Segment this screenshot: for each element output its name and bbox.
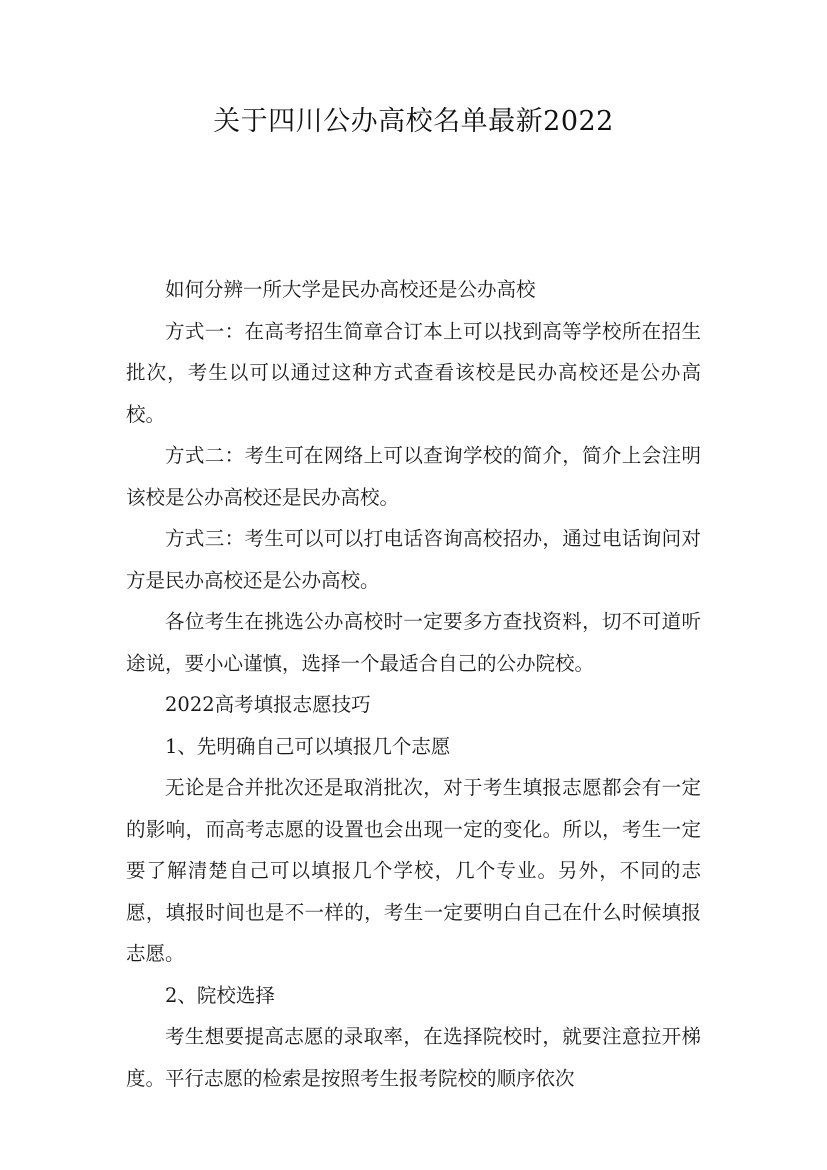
paragraph-method-two: 方式二：考生可在网络上可以查询学校的简介，简介上会注明该校是公办高校还是民办高校。: [126, 444, 701, 509]
paragraph-advice: 各位考生在挑选公办高校时一定要多方查找资料，切不可道听途说，要小心谨慎，选择一个最适合自己的公办院校。: [126, 610, 701, 675]
document-body: [126, 269, 701, 1099]
paragraph-tip-two-heading: 2、院校选择: [165, 983, 275, 1007]
paragraph-tip-two-body: 考生想要提高志愿的录取率，在选择院校时，就要注意拉开梯度。平行志愿的检索是按照考生报考院校的顺序依次: [126, 1025, 701, 1090]
paragraph-heading-distinguish: 如何分辨一所大学是民办高校还是公办高校: [165, 278, 536, 301]
paragraph-tip-one-body: 无论是合并批次还是取消批次，对于考生填报志愿都会有一定的影响，而高考志愿的设置也会出现一定的变化。所以，考生一定要了解清楚自己可以填报几个学校，几个专业。另外，不同的志愿，填报时间也是不一样的，考生一定要明白自己在什么时候填报志愿。: [126, 776, 701, 965]
paragraph-tip-one-heading: 1、先明确自己可以填报几个志愿: [165, 734, 451, 758]
paragraph-heading-tips: 2022高考填报志愿技巧: [165, 693, 371, 716]
document-title: 关于四川公办高校名单最新2022: [213, 106, 614, 137]
paragraph-method-three: 方式三：考生可以可以打电话咨询高校招办，通过电话询问对方是民办高校还是公办高校。: [126, 527, 701, 592]
paragraph-method-one: 方式一：在高考招生简章合订本上可以找到高等学校所在招生批次，考生以可以通过这种方式查看该校是民办高校还是公办高校。: [126, 319, 701, 426]
